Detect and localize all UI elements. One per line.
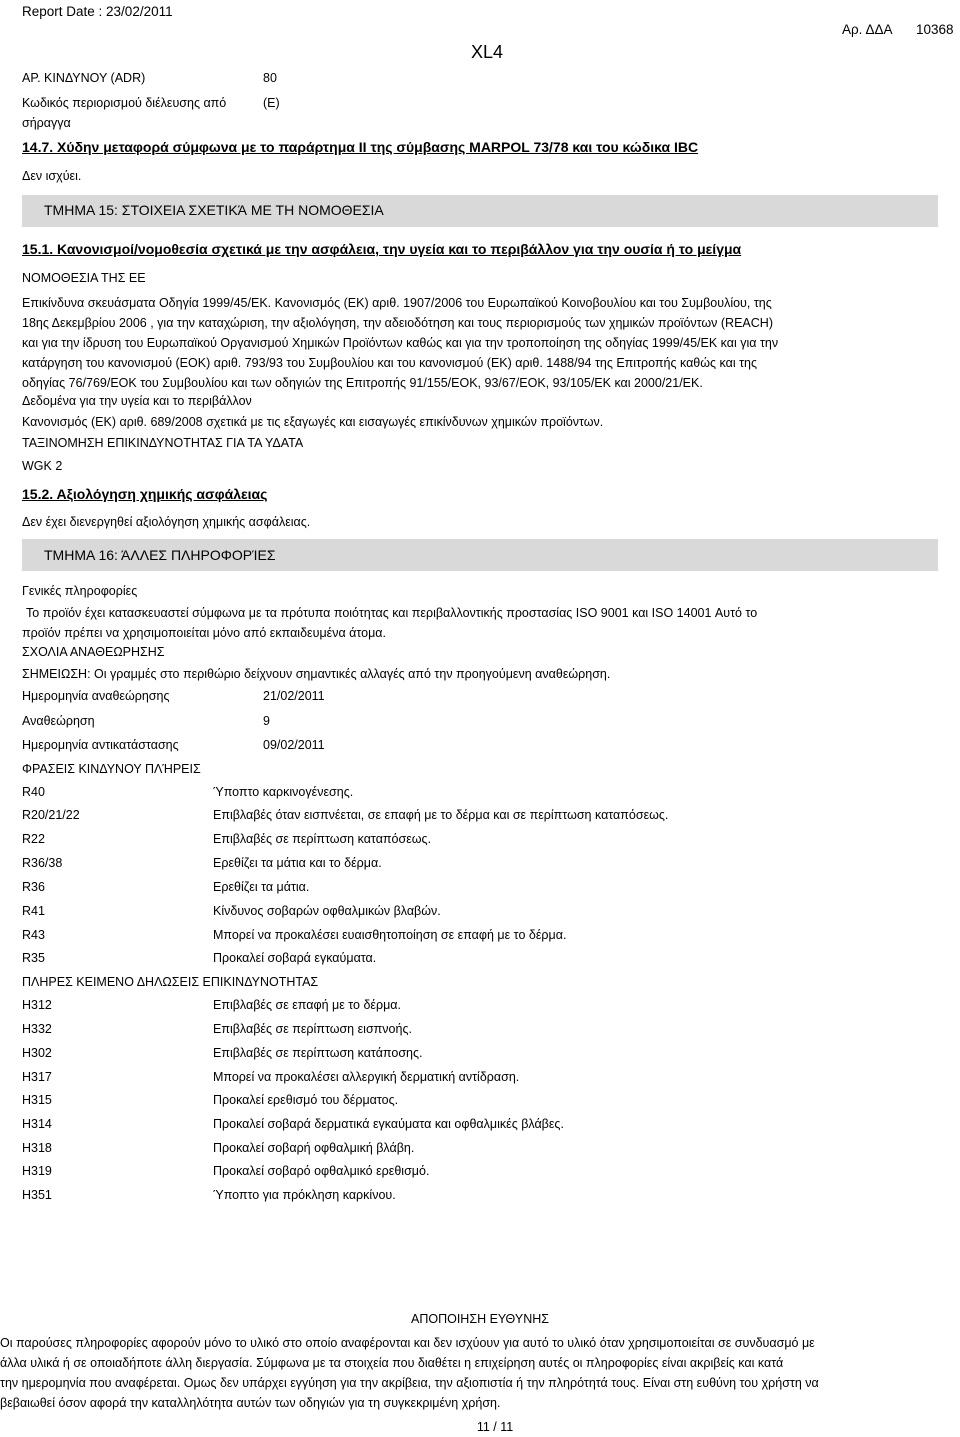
sds-number-label: Αρ. ΔΔΑ (842, 22, 893, 37)
r-phrase-code: R36 (22, 880, 45, 894)
r-phrase-code: R22 (22, 832, 45, 846)
r-phrase-code: R36/38 (22, 856, 63, 870)
section-15-title: ΤΜΗΜΑ 15: ΣΤΟΙΧΕΙΑ ΣΧΕΤΙΚΆ ΜΕ ΤΗ ΝΟΜΟΘΕΣΙΑ (44, 202, 384, 218)
r-phrase-text: Επιβλαβές όταν εισπνέεται, σε επαφή με το δέρμα και σε περίπτωση καταπόσεως. (213, 808, 669, 822)
marpol-heading: 14.7. Χύδην μεταφορά σύμφωνα με το παράρτημα II της σύμβασης MARPOL 73/78 και του κώδικα IBC (22, 139, 699, 155)
section-15-band (22, 195, 938, 227)
disclaimer-line-2: άλλα υλικά ή σε οποιαδήποτε άλλη διεργασία. Σύμφωνα με τα στοιχεία που διαθέτει η επιχείρηση αυτές οι πληροφορίες είναι ακριβείς και κατά (0, 1356, 784, 1370)
h-statement-code: H319 (22, 1164, 52, 1178)
page-number: 11 / 11 (476, 1420, 514, 1434)
eu-line-2: 18ης Δεκεμβρίου 2006 , για την καταχώριση, την αξιολόγηση, την αδειοδότηση και τους περιορισμούς των χημικών προϊόντων (REACH) (22, 316, 773, 330)
revision-date-value: 21/02/2011 (263, 689, 325, 703)
product-name: XL4 (471, 42, 504, 62)
eu-line-1: Επικίνδυνα σκευάσματα Οδηγία 1999/45/ΕΚ. Κανονισμός (ΕΚ) αριθ. 1907/2006 του Ευρωπαϊκού Κοινοβουλίου και του Συμβουλίου, της (22, 296, 772, 310)
h-statement-code: H351 (22, 1188, 52, 1202)
csa-text: Δεν έχει διενεργηθεί αξιολόγηση χημικής ασφάλειας. (22, 515, 311, 529)
hazard-number-value: 80 (263, 71, 277, 85)
disclaimer-line-3: την ημερομηνία που αναφέρεται. Ομως δεν υπάρχει εγγύηση για την ακρίβεια, την αξιοπιστία ή την πληρότητά τους. Είναι στη ευθύνη του χρήστη να (0, 1376, 819, 1390)
h-statement-text: Επιβλαβές σε περίπτωση κατάποσης. (213, 1046, 423, 1060)
r-phrase-code: R35 (22, 951, 45, 965)
h-statement-code: H314 (22, 1117, 52, 1131)
r-phrase-code: R41 (22, 904, 45, 918)
eu-line-6: Δεδομένα για την υγεία και το περιβάλλον (22, 394, 252, 408)
wgk-class: WGK 2 (22, 459, 63, 473)
water-hazard-label: ΤΑΞΙΝΟΜΗΣΗ ΕΠΙΚΙΝΔΥΝΟΤΗΤΑΣ ΓΙΑ ΤΑ ΥΔΑΤΑ (22, 436, 304, 450)
h-statement-text: Προκαλεί ερεθισμό του δέρματος. (213, 1093, 399, 1107)
eu-line-4: κατάργηση του κανονισμού (ΕΟΚ) αριθ. 793/93 του Συμβουλίου και του κανονισμού (ΕΚ) αριθ. 1488/94 της Επιτροπής καθώς και της (22, 356, 757, 370)
r-phrase-text: Μπορεί να προκαλέσει ευαισθητοποίηση σε επαφή με το δέρμα. (213, 928, 567, 942)
eu-line-3: και για την ίδρυση του Ευρωπαϊκού Οργανισμού Χημικών Προϊόντων καθώς και για την τροποποίηση της οδηγίας 1999/45/ΕΚ και για την (22, 336, 779, 350)
h-statements-label: ΠΛΗΡΕΣ ΚΕΙΜΕΝΟ ΔΗΛΩΣΕΙΣ ΕΠΙΚΙΝΔΥΝΟΤΗΤΑΣ (22, 975, 319, 989)
general-info-line-1: Το προϊόν έχει κατασκευαστεί σύμφωνα με τα πρότυπα ποιότητας και περιβαλλοντικής προστασίας ISO 9001 και ISO 14001 Αυτό το (26, 606, 758, 620)
subsection-15-1-title: 15.1. Κανονισμοί/νομοθεσία σχετικά με την ασφάλεια, την υγεία και το περιβάλλον για την ουσία ή το μείγμα (22, 241, 742, 257)
tunnel-code-label-cont: σήραγγα (22, 116, 71, 130)
hazard-number-label: ΑΡ. ΚΙΝΔΥΝΟΥ (ADR) (22, 71, 146, 85)
r-phrase-text: Επιβλαβές σε περίπτωση καταπόσεως. (213, 832, 432, 846)
tunnel-code-label: Κωδικός περιορισμού διέλευσης από (22, 96, 227, 110)
export-regulation: Κανονισμός (ΕΚ) αριθ. 689/2008 σχετικά με τις εξαγωγές και εισαγωγές επικίνδυνων χημικών προϊόντων. (22, 415, 604, 429)
section-16-title: ΤΜΗΜΑ 16: ΆΛΛΕΣ ΠΛΗΡΟΦΟΡΊΕΣ (44, 547, 276, 563)
r-phrase-text: Ύποπτο καρκινογένεσης. (213, 785, 354, 799)
disclaimer-line-4: βεβαιωθεί όσον αφορά την καταλληλότητα αυτών των οδηγιών για τη συγκεκριμένη χρήση. (0, 1396, 501, 1410)
disclaimer-title: ΑΠΟΠΟΙΗΣΗ ΕΥΘΥΝΗΣ (411, 1312, 549, 1326)
r-phrase-code: R43 (22, 928, 45, 942)
h-statement-code: H317 (22, 1070, 52, 1084)
revision-date-label: Ημερομηνία αναθεώρησης (22, 689, 170, 703)
r-phrase-code: R20/21/22 (22, 808, 80, 822)
h-statement-code: H315 (22, 1093, 52, 1107)
revision-note: ΣΗΜΕΙΩΣΗ: Οι γραμμές στο περιθώριο δείχνουν σημαντικές αλλαγές από την προηγούμενη αναθεώρηση. (22, 667, 611, 681)
marpol-text: Δεν ισχύει. (22, 169, 82, 183)
h-statement-text: Μπορεί να προκαλέσει αλλεργική δερματική αντίδραση. (213, 1070, 520, 1084)
h-statement-code: H312 (22, 998, 52, 1012)
general-info-label: Γενικές πληροφορίες (22, 584, 138, 598)
h-statement-text: Προκαλεί σοβαρό οφθαλμικό ερεθισμό. (213, 1164, 430, 1178)
h-statement-code: H318 (22, 1141, 52, 1155)
supersedes-value: 09/02/2011 (263, 738, 325, 752)
tunnel-code-value: (E) (263, 96, 280, 110)
h-statement-text: Επιβλαβές σε επαφή με το δέρμα. (213, 998, 401, 1012)
r-phrase-text: Προκαλεί σοβαρά εγκαύματα. (213, 951, 377, 965)
h-statement-text: Προκαλεί σοβαρά δερματικά εγκαύματα και οφθαλμικές βλάβες. (213, 1117, 564, 1131)
general-info-line-2: προϊόν πρέπει να χρησιμοποιείται μόνο από εκπαιδευμένα άτομα. (22, 626, 387, 640)
eu-legislation-label: ΝΟΜΟΘΕΣΙΑ ΤΗΣ ΕΕ (22, 271, 146, 285)
r-phrase-text: Ερεθίζει τα μάτια και το δέρμα. (213, 856, 382, 870)
section-16-band (22, 539, 938, 571)
r-phrase-code: R40 (22, 785, 45, 799)
revision-comments-label: ΣΧΟΛΙΑ ΑΝΑΘΕΩΡΗΣΗΣ (22, 645, 165, 659)
disclaimer-line-1: Οι παρούσες πληροφορίες αφορούν μόνο το υλικό στο οποίο αναφέρονται και δεν ισχύουν για αυτό το υλικό όταν χρησιμοποιείται σε συνδυασμό με (0, 1336, 815, 1350)
r-phrase-text: Ερεθίζει τα μάτια. (213, 880, 310, 894)
h-statement-text: Ύποπτο για πρόκληση καρκίνου. (213, 1188, 396, 1202)
h-statement-text: Προκαλεί σοβαρή οφθαλμική βλάβη. (213, 1141, 415, 1155)
subsection-15-2-title: 15.2. Αξιολόγηση χημικής ασφάλειας (22, 486, 268, 502)
revision-value: 9 (263, 714, 270, 728)
r-phrase-text: Κίνδυνος σοβαρών οφθαλμικών βλαβών. (213, 904, 441, 918)
eu-line-5: οδηγίας 76/769/ΕΟΚ του Συμβουλίου και των οδηγιών της Επιτροπής 91/155/ΕΟΚ, 93/67/ΕΟΚ, 93/105/ΕΚ και 2000/21/ΕΚ. (22, 376, 703, 390)
h-statement-code: H302 (22, 1046, 52, 1060)
revision-label: Αναθεώρηση (22, 714, 95, 728)
h-statement-code: H332 (22, 1022, 52, 1036)
h-statement-text: Επιβλαβές σε περίπτωση εισπνοής. (213, 1022, 412, 1036)
supersedes-label: Ημερομηνία αντικατάστασης (22, 738, 179, 752)
r-phrases-label: ΦΡΑΣΕΙΣ ΚΙΝΔΥΝΟΥ ΠΛΉΡΕΙΣ (22, 762, 201, 776)
report-date: Report Date : 23/02/2011 (22, 4, 173, 19)
sds-number: 10368 (916, 22, 954, 37)
